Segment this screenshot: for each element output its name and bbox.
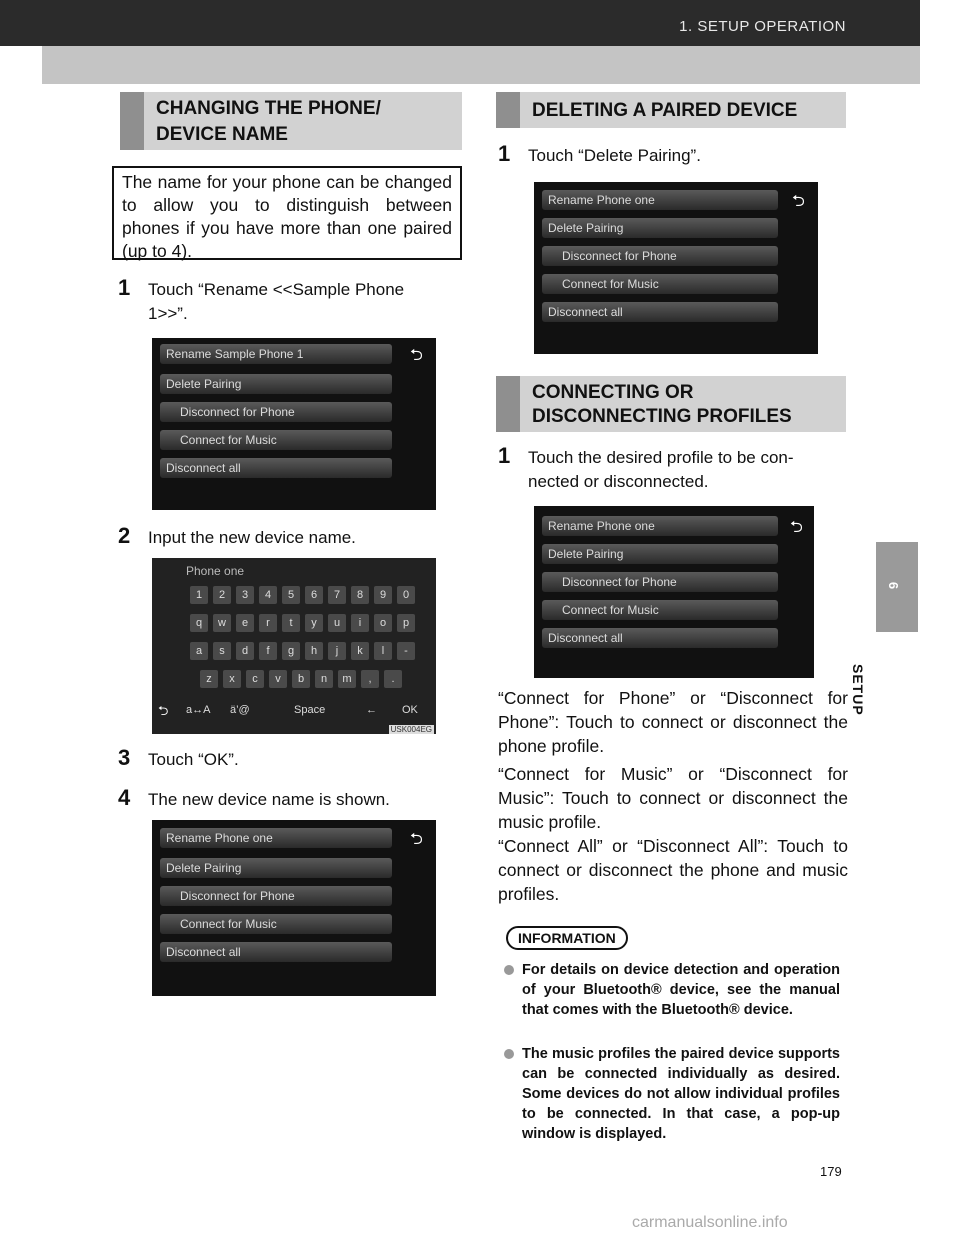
- keyboard-key[interactable]: j: [328, 642, 346, 660]
- bullet-icon: [504, 965, 514, 975]
- back-icon[interactable]: ⮌: [410, 347, 423, 364]
- keyboard-key[interactable]: i: [351, 614, 369, 632]
- section-title: 1. SETUP OPERATION: [679, 18, 846, 35]
- keyboard-key[interactable]: o: [374, 614, 392, 632]
- keyboard-key[interactable]: w: [213, 614, 231, 632]
- keyboard-key[interactable]: z: [200, 670, 218, 688]
- info-bullet-2: The music profiles the paired device supports can be connected individually as desired. Some devices do not allow individual profiles to be connected. In that case, a pop-up window is displayed.: [522, 1044, 840, 1144]
- menu-item-disconnect-phone[interactable]: Disconnect for Phone: [160, 402, 392, 422]
- chapter-tab: [876, 542, 918, 632]
- bullet-icon: [504, 1049, 514, 1059]
- keyboard-key[interactable]: e: [236, 614, 254, 632]
- mode-toggle-key[interactable]: a↔A: [186, 704, 211, 716]
- menu-item-delete-pairing[interactable]: Delete Pairing: [542, 218, 778, 238]
- keyboard-key[interactable]: b: [292, 670, 310, 688]
- keyboard-key[interactable]: x: [223, 670, 241, 688]
- keyboard-key[interactable]: c: [246, 670, 264, 688]
- heading-deleting-text: DELETING A PAIRED DEVICE: [532, 100, 798, 121]
- chapter-label: SETUP: [850, 664, 866, 716]
- keyboard-key[interactable]: r: [259, 614, 277, 632]
- menu-item-connect-music[interactable]: Connect for Music: [160, 914, 392, 934]
- screen-renamed: [152, 820, 436, 996]
- keyboard-key[interactable]: u: [328, 614, 346, 632]
- heading-line2: DEVICE NAME: [156, 124, 288, 145]
- back-icon[interactable]: ⮌: [790, 519, 803, 536]
- keyboard-key[interactable]: ,: [361, 670, 379, 688]
- watermark: carmanualsonline.info: [632, 1214, 788, 1231]
- step-delete: 1 Touch “Delete Pairing”.: [498, 141, 701, 166]
- backspace-key[interactable]: ←: [366, 704, 377, 716]
- space-key[interactable]: Space: [294, 704, 326, 716]
- image-code: USK004EG: [390, 725, 432, 734]
- keyboard-key[interactable]: 4: [259, 586, 277, 604]
- symbol-key[interactable]: ä’@: [230, 704, 250, 716]
- para-all-profiles: “Connect All” or “Disconnect All”: Touch to connect or disconnect the phone and music profiles.: [498, 836, 848, 904]
- menu-item-disconnect-phone[interactable]: Disconnect for Phone: [542, 572, 778, 592]
- intro-box: The name for your phone can be changed to allow you to distinguish between phones if you have more than one paired (up to 4).: [112, 166, 462, 260]
- info-bullet-1: For details on device detection and operation of your Bluetooth® device, see the manual that comes with the Bluetooth® device.: [522, 960, 840, 1020]
- back-icon[interactable]: ⮌: [792, 193, 805, 210]
- menu-item-connect-music[interactable]: Connect for Music: [542, 600, 778, 620]
- heading-line1: CHANGING THE PHONE/: [156, 98, 381, 119]
- keyboard-key[interactable]: q: [190, 614, 208, 632]
- menu-item-disconnect-all[interactable]: Disconnect all: [542, 628, 778, 648]
- keyboard-key[interactable]: h: [305, 642, 323, 660]
- keyboard-key[interactable]: 8: [351, 586, 369, 604]
- screen-rename-sample: [152, 338, 436, 510]
- keyboard-key[interactable]: d: [236, 642, 254, 660]
- menu-item-delete-pairing[interactable]: Delete Pairing: [160, 858, 392, 878]
- step-profile: 1 Touch the desired profile to be con- nected or disconnected.: [498, 443, 794, 491]
- keyboard-key[interactable]: v: [269, 670, 287, 688]
- keyboard-key[interactable]: l: [374, 642, 392, 660]
- step-4-shown: 4 The new device name is shown.: [118, 785, 390, 810]
- para-music-profile: “Connect for Music” or “Disconnect for Music”: Touch to connect or disconnect the music profile.: [498, 764, 848, 832]
- screen-keyboard: [152, 558, 436, 734]
- heading-profiles: [496, 376, 846, 432]
- information-badge: INFORMATION: [506, 926, 628, 950]
- keyboard-key[interactable]: y: [305, 614, 323, 632]
- keyboard-key[interactable]: t: [282, 614, 300, 632]
- back-icon[interactable]: ⮌: [158, 703, 169, 718]
- menu-item-rename[interactable]: Rename Sample Phone 1: [160, 344, 392, 364]
- page-number: 179: [820, 1164, 842, 1179]
- menu-item-disconnect-all[interactable]: Disconnect all: [160, 458, 392, 478]
- keyboard-key[interactable]: n: [315, 670, 333, 688]
- keyboard-key[interactable]: 7: [328, 586, 346, 604]
- keyboard-key[interactable]: 5: [282, 586, 300, 604]
- menu-item-disconnect-phone[interactable]: Disconnect for Phone: [542, 246, 778, 266]
- back-icon[interactable]: ⮌: [410, 831, 423, 848]
- menu-item-connect-music[interactable]: Connect for Music: [160, 430, 392, 450]
- keyboard-key[interactable]: -: [397, 642, 415, 660]
- keyboard-key[interactable]: 2: [213, 586, 231, 604]
- menu-item-rename[interactable]: Rename Phone one: [542, 190, 778, 210]
- keyboard-key[interactable]: k: [351, 642, 369, 660]
- keyboard-key[interactable]: g: [282, 642, 300, 660]
- ok-key[interactable]: OK: [402, 704, 418, 716]
- keyboard-key[interactable]: 1: [190, 586, 208, 604]
- menu-item-delete-pairing[interactable]: Delete Pairing: [160, 374, 392, 394]
- menu-item-rename[interactable]: Rename Phone one: [542, 516, 778, 536]
- keyboard-key[interactable]: .: [384, 670, 402, 688]
- screen-profiles: [534, 506, 814, 678]
- menu-item-disconnect-all[interactable]: Disconnect all: [542, 302, 778, 322]
- heading-profiles-line1: CONNECTING OR: [532, 382, 694, 403]
- keyboard-key[interactable]: 9: [374, 586, 392, 604]
- keyboard-key[interactable]: 6: [305, 586, 323, 604]
- step-2-input: 2 Input the new device name.: [118, 523, 356, 548]
- keyboard-key[interactable]: 3: [236, 586, 254, 604]
- top-header-bar: [0, 0, 920, 46]
- name-input-field[interactable]: Phone one: [186, 564, 245, 578]
- header-gray-band: [42, 46, 920, 84]
- keyboard-key[interactable]: s: [213, 642, 231, 660]
- keyboard-key[interactable]: f: [259, 642, 277, 660]
- keyboard-key[interactable]: a: [190, 642, 208, 660]
- screen-delete-pairing: [534, 182, 818, 354]
- keyboard-key[interactable]: 0: [397, 586, 415, 604]
- menu-item-disconnect-phone[interactable]: Disconnect for Phone: [160, 886, 392, 906]
- step-3-ok: 3 Touch “OK”.: [118, 745, 239, 770]
- menu-item-rename[interactable]: Rename Phone one: [160, 828, 392, 848]
- keyboard-key[interactable]: m: [338, 670, 356, 688]
- heading-changing-name: [120, 92, 462, 150]
- menu-item-connect-music[interactable]: Connect for Music: [542, 274, 778, 294]
- step-1-rename: 1 Touch “Rename <<Sample Phone 1>>”.: [118, 275, 405, 323]
- chapter-number: 6: [886, 581, 902, 590]
- heading-deleting: [496, 92, 846, 128]
- menu-item-delete-pairing[interactable]: Delete Pairing: [542, 544, 778, 564]
- keyboard-key[interactable]: p: [397, 614, 415, 632]
- menu-item-disconnect-all[interactable]: Disconnect all: [160, 942, 392, 962]
- para-phone-profile: “Connect for Phone” or “Disconnect for Phone”: Touch to connect or disconnect the phone profile.: [498, 688, 848, 756]
- heading-profiles-line2: DISCONNECTING PROFILES: [532, 406, 792, 427]
